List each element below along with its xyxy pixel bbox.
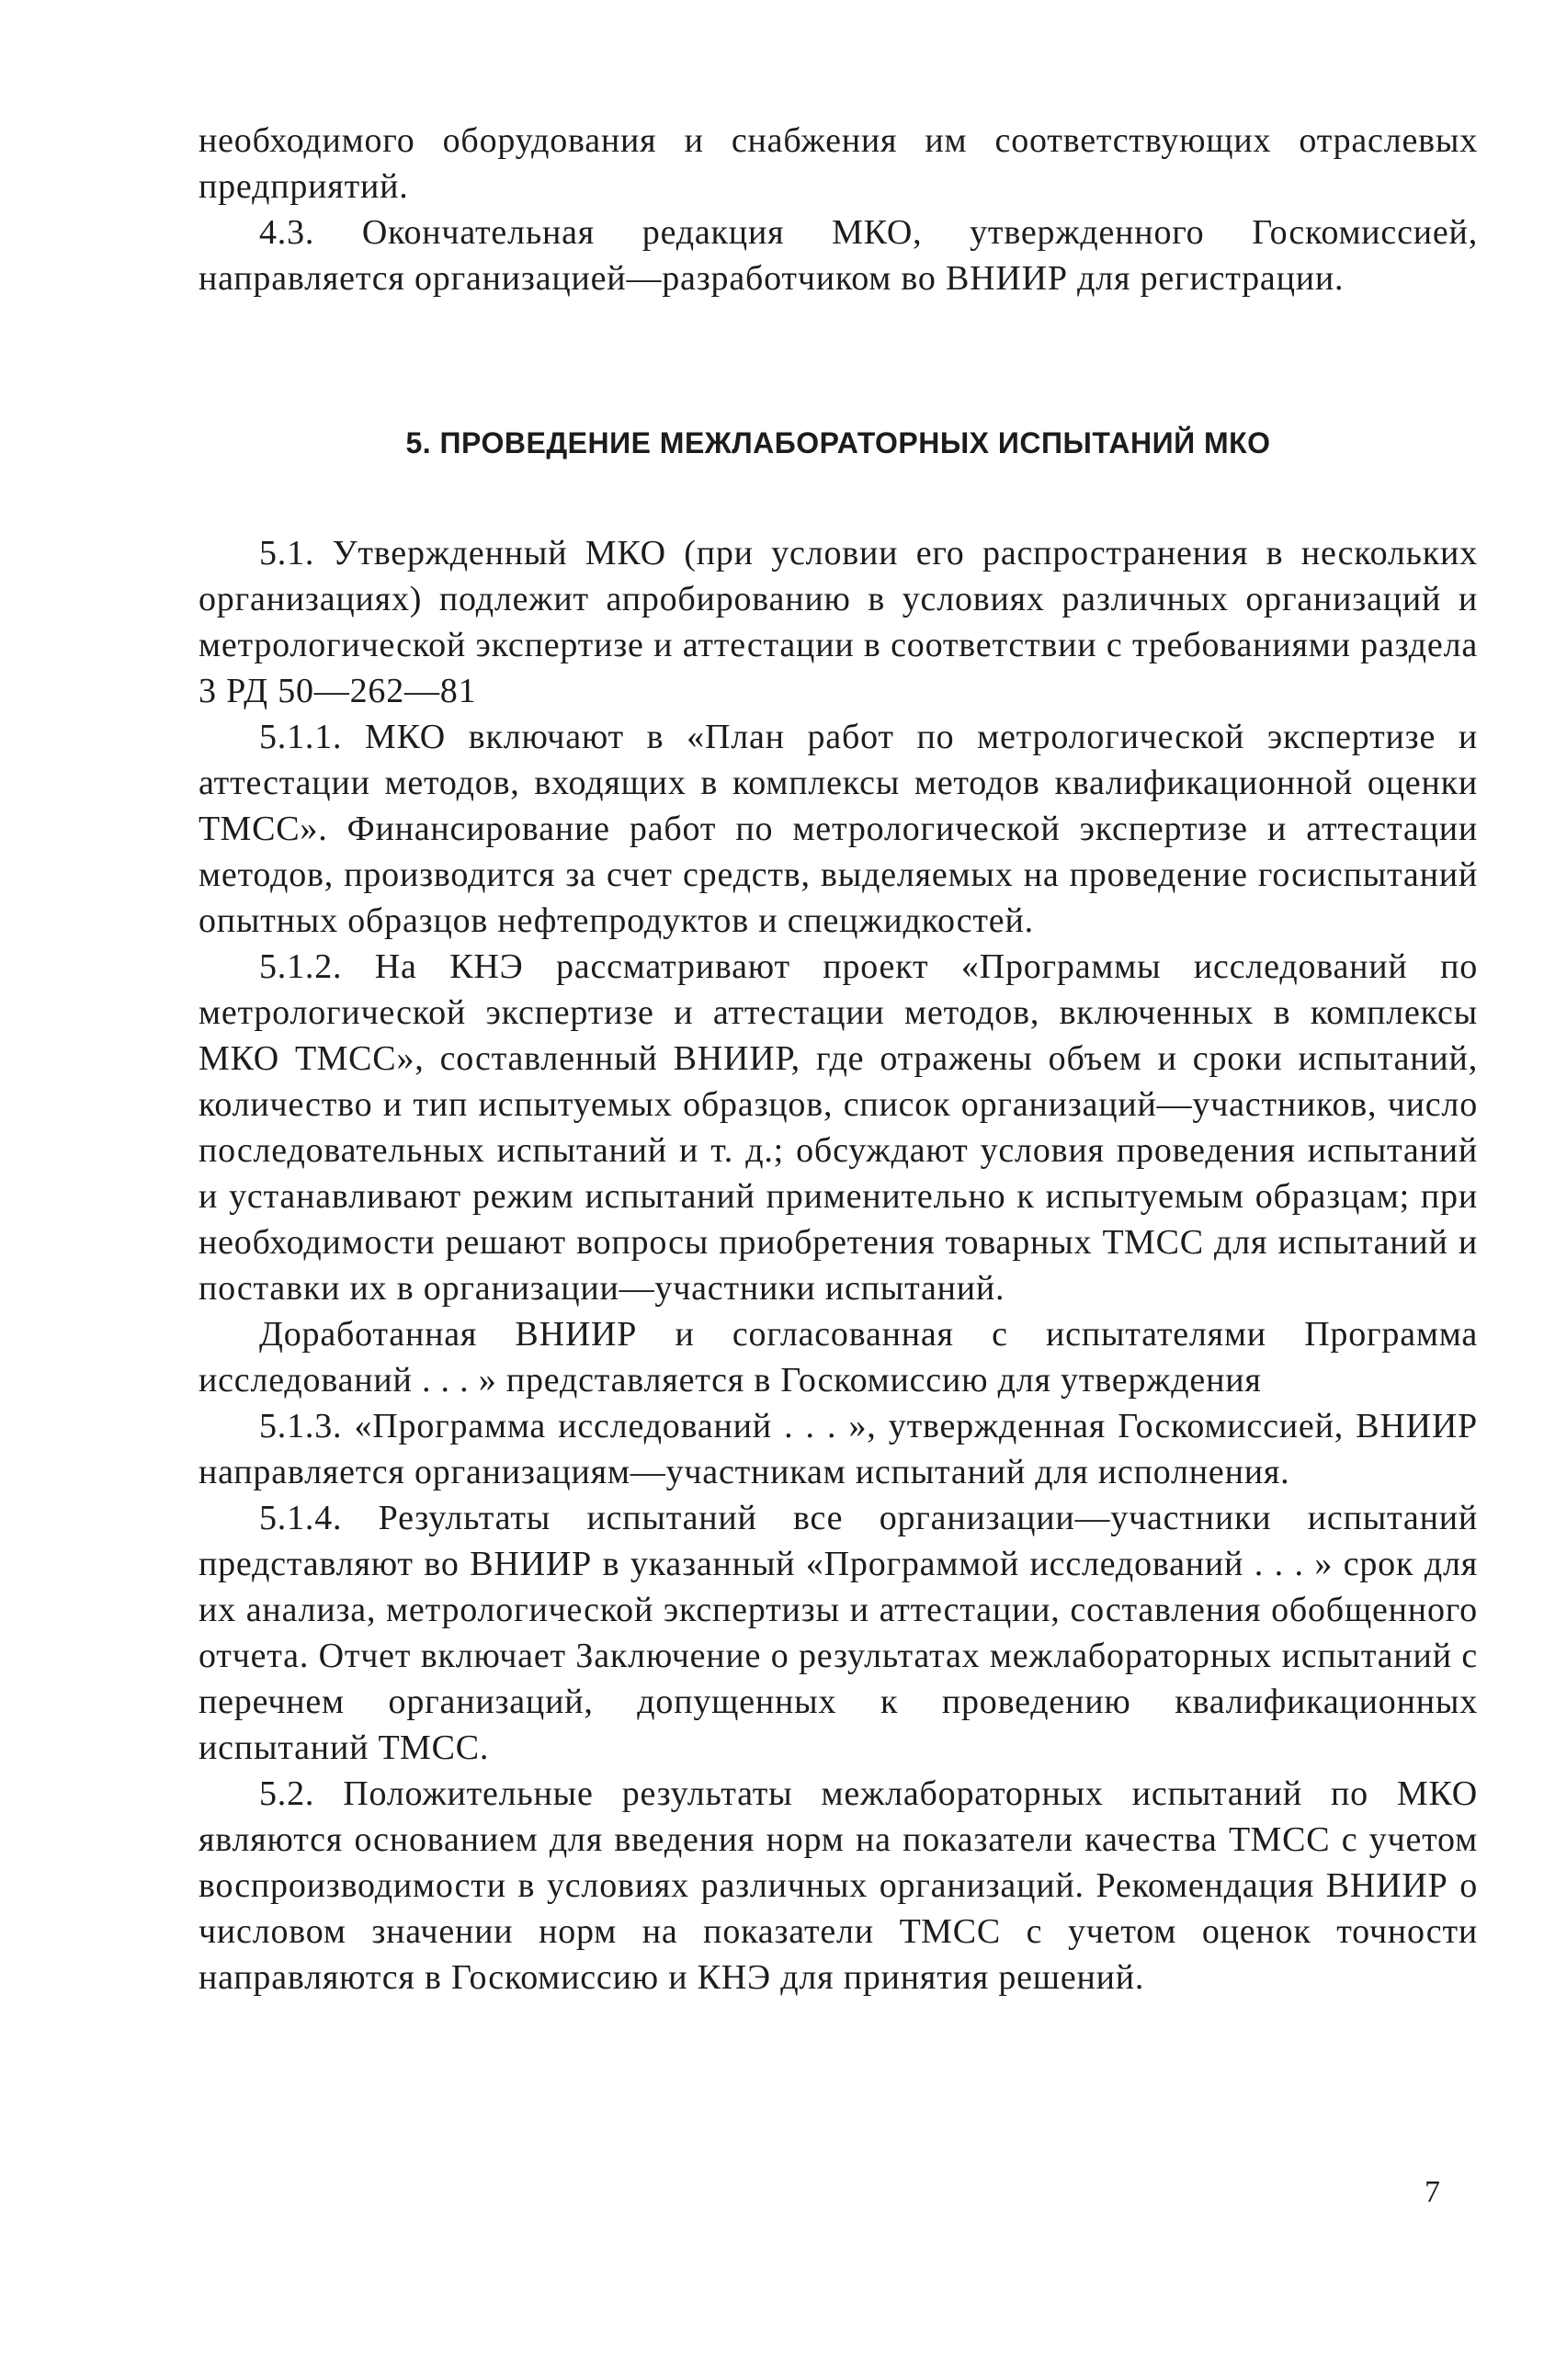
text-block-top [199,118,1478,301]
page-number: 7 [1425,2175,1440,2209]
paragraph-5-2: 5.2. Положительные результаты межлабораторных испытаний по МКО являются основанием для введения норм на показатели качества ТМСС с учетом воспроизводимости в условиях различных организаций. Рекомендация ВНИИР о числовом значении норм на показатели ТМСС с учетом оценок точности направляются в Госкомиссию и КНЭ для принятия решений. [199,1774,1478,1997]
paragraph-5-1: 5.1. Утвержденный МКО (при условии его распространения в нескольких организациях) подлежит апробированию в условиях различных организаций и метрологической экспертизе и аттестации в соответствии с требованиями раздела 3 РД 50—262—81 [199,534,1478,710]
section-heading: 5. ПРОВЕДЕНИЕ МЕЖЛАБОРАТОРНЫХ ИСПЫТАНИЙ МКО [405,426,1271,459]
paragraph-5-1-3: 5.1.3. «Программа исследований . . . », утвержденная Госкомиссией, ВНИИР направляется организациям—участникам испытаний для исполнения. [199,1407,1478,1491]
paragraph-5-1-1: 5.1.1. МКО включают в «План работ по метрологической экспертизе и аттестации методов, входящих в комплексы методов квалификационной оценки ТМСС». Финансирование работ по метрологической экспертизе и аттестации методов, производится за счет средств, выделяемых на проведение госиспытаний опытных образцов нефтепродуктов и спецжидкостей. [199,718,1478,940]
paragraph-5-1-2: 5.1.2. На КНЭ рассматривают проект «Программы исследований по метрологической экспертизе и аттестации методов, включенных в комплексы МКО ТМСС», составленный ВНИИР, где отражены объем и сроки испытаний, количество и тип испытуемых образцов, список организаций—участников, число последовательных испытаний и т. д.; обсуждают условия проведения испытаний и устанавливают режим испытаний применительно к испытуемым образцам; при необходимости решают вопросы приобретения товарных ТМСС для испытаний и поставки их в организации—участники испытаний. [199,947,1478,1308]
paragraph-program-approval: Доработанная ВНИИР и согласованная с испытателями Программа исследований . . . » представляется в Госкомиссию для утверждения [199,1315,1478,1400]
paragraph-4-3: 4.3. Окончательная редакция МКО, утвержденного Госкомиссией, направляется организацией—разработчиком во ВНИИР для регистрации. [199,213,1478,298]
intro-paragraph: необходимого оборудования и снабжения им соответствующих отраслевых предприятий. [199,121,1478,206]
paragraph-5-1-4: 5.1.4. Результаты испытаний все организации—участники испытаний представляют во ВНИИР в указанный «Программой исследований . . . » срок для их анализа, метрологической экспертизы и аттестации, составления обобщенного отчета. Отчет включает Заключение о результатах межлабораторных испытаний с перечнем организаций, допущенных к проведению квалификационных испытаний ТМСС. [199,1499,1478,1767]
text-block-section-5 [199,530,1478,2000]
